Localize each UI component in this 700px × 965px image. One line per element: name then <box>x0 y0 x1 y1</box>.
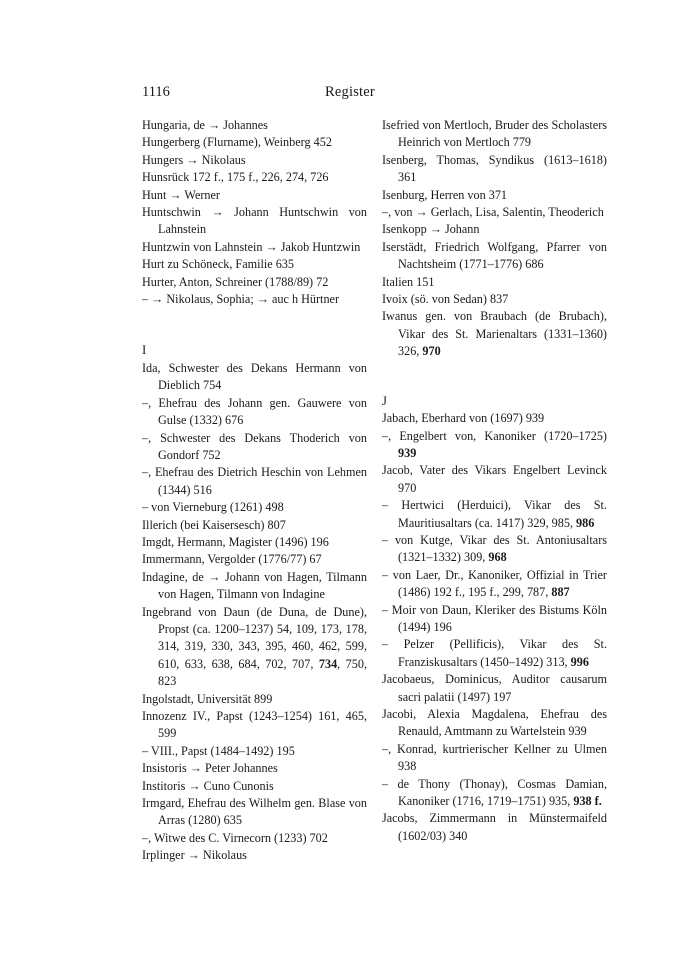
index-entry <box>382 497 607 532</box>
index-entry: –, Witwe des C. Virnecorn (1233) 702 <box>142 830 328 845</box>
section-letter-i: I <box>142 343 147 358</box>
index-entry: Isefried von Mertloch, Bruder des Scholasters Heinrich von Mertloch 779 <box>382 118 607 150</box>
index-entry <box>382 567 607 602</box>
entry-text: – von Kutge, Vikar des St. Antoniusaltars (1321–1332) 309, <box>382 532 607 565</box>
index-entry: – VIII., Papst (1484–1492) 195 <box>142 743 295 758</box>
index-entry: Iserstädt, Friedrich Wolfgang, Pfarrer von Nachtsheim (1771–1776) 686 <box>382 239 607 272</box>
index-entry: –, Ehefrau des Dietrich Heschin von Lehmen (1344) 516 <box>142 465 367 497</box>
index-entry: Insistoris → Peter Johannes <box>142 761 278 776</box>
index-entry: Hurt zu Schöneck, Familie 635 <box>142 257 294 272</box>
entry-text: –, Engelbert von, Kanoniker (1720–1725) <box>382 428 607 443</box>
index-entry: Hurter, Anton, Schreiner (1788/89) 72 <box>142 274 329 289</box>
index-entry: Jabach, Eberhard von (1697) 939 <box>382 411 545 426</box>
index-entry: –, Schwester des Dekans Thoderich von Gondorf 752 <box>142 430 367 462</box>
bold-page-ref: 734 <box>318 656 338 671</box>
index-entry: Ivoix (sö. von Sedan) 837 <box>382 292 509 307</box>
index-entry: Isenkopp → Johann <box>382 222 480 237</box>
index-entry: Indagine, de → Johann von Hagen, Tilmann von Hagen, Tilmann von Indagine <box>142 569 367 602</box>
index-entry: Isenberg, Thomas, Syndikus (1613–1618) 361 <box>382 152 607 185</box>
index-entry: Immermann, Vergolder (1776/77) 67 <box>142 552 322 567</box>
index-entry: – Moir von Daun, Kleriker des Bistums Köln (1494) 196 <box>382 602 607 634</box>
index-entry: –, Konrad, kurtrierischer Kellner zu Ulmen 938 <box>382 741 607 774</box>
index-column-left <box>142 117 367 865</box>
bold-page-ref: 938 f. <box>573 794 602 809</box>
index-entry <box>382 636 607 671</box>
index-entry: Jacobaeus, Dominicus, Auditor causarum sacri palatii (1497) 197 <box>382 672 607 704</box>
index-entry <box>382 532 607 567</box>
bold-page-ref: 939 <box>398 445 417 460</box>
index-entry: Isenburg, Herren von 371 <box>382 187 508 202</box>
index-entry: Irmgard, Ehefrau des Wilhelm gen. Blase von Arras (1280) 635 <box>142 796 367 828</box>
bold-page-ref: 887 <box>551 585 570 600</box>
index-entry <box>382 776 607 811</box>
index-entry: Imgdt, Hermann, Magister (1496) 196 <box>142 534 329 549</box>
index-entry: Ida, Schwester des Dekans Hermann von Dieblich 754 <box>142 360 367 393</box>
running-head: Register <box>325 84 375 100</box>
entry-text: – Hertwici (Herduici), Vikar des St. Mauritiusaltars (ca. 1417) 329, 985, <box>382 498 607 530</box>
index-entry: –, von → Gerlach, Lisa, Salentin, Theoderich <box>382 205 604 220</box>
index-column-right <box>382 117 607 845</box>
index-entry: Hunt → Werner <box>142 187 220 202</box>
index-entry <box>142 604 367 691</box>
index-entry: Illerich (bei Kaisersesch) 807 <box>142 517 286 532</box>
index-entry: Italien 151 <box>382 274 435 289</box>
index-entry: Hunsrück 172 f., 175 f., 226, 274, 726 <box>142 170 329 185</box>
index-entry: Innozenz IV., Papst (1243–1254) 161, 465, 599 <box>142 709 367 741</box>
bold-page-ref: 970 <box>422 344 441 359</box>
index-entry <box>382 428 607 463</box>
index-entry: Huntzwin von Lahnstein → Jakob Huntzwin <box>142 239 361 254</box>
index-entry: Jacob, Vater des Vikars Engelbert Levinck 970 <box>382 463 607 495</box>
bold-page-ref: 968 <box>488 550 507 565</box>
entry-text: , 750, 823 <box>158 656 368 689</box>
entry-text: Ingebrand von Daun (de Duna, de Dune), Propst (ca. 1200–1237) 54, 109, 173, 178, 314, 319, 330, 343, 395, 460, 462, 599, 610, 633, 638, 684, 702, 707, <box>142 604 367 671</box>
entry-text: – de Thony (Thonay), Cosmas Damian, Kanoniker (1716, 1719–1751) 935, <box>382 776 607 809</box>
index-entry: Jacobs, Zimmermann in Münstermaifeld (1602/03) 340 <box>382 811 607 843</box>
index-entry <box>382 308 607 360</box>
index-entry: Hungers → Nikolaus <box>142 152 246 167</box>
section-letter-j: J <box>382 393 387 408</box>
bold-page-ref: 996 <box>570 654 589 669</box>
index-entry: Irplinger → Nikolaus <box>142 848 247 863</box>
index-entry: Institoris → Cuno Cunonis <box>142 778 274 793</box>
entry-text: – von Laer, Dr., Kanoniker, Offizial in Trier (1486) 192 f., 195 f., 299, 787, <box>382 567 607 600</box>
index-entry: Ingolstadt, Universität 899 <box>142 691 273 706</box>
page-number: 1116 <box>142 84 170 100</box>
entry-text: Iwanus gen. von Braubach (de Brubach), Vikar des St. Marienaltars (1331–1360) 326, <box>382 309 607 359</box>
index-entry: – → Nikolaus, Sophia; → auc h Hürtner <box>142 292 339 307</box>
index-entry: Huntschwin → Johann Huntschwin von Lahnstein <box>142 205 367 237</box>
index-entry: – von Vierneburg (1261) 498 <box>142 500 284 515</box>
index-entry: –, Ehefrau des Johann gen. Gauwere von Gulse (1332) 676 <box>142 395 367 428</box>
index-entry: Hungerberg (Flurname), Weinberg 452 <box>142 135 332 150</box>
index-entry: Jacobi, Alexia Magdalena, Ehefrau des Renauld, Amtmann zu Wartelstein 939 <box>382 707 607 739</box>
bold-page-ref: 986 <box>576 515 595 530</box>
index-entry: Hungaria, de → Johannes <box>142 118 268 132</box>
entry-text: – Pelzer (Pellificis), Vikar des St. Franziskusaltars (1450–1492) 313, <box>382 637 607 669</box>
